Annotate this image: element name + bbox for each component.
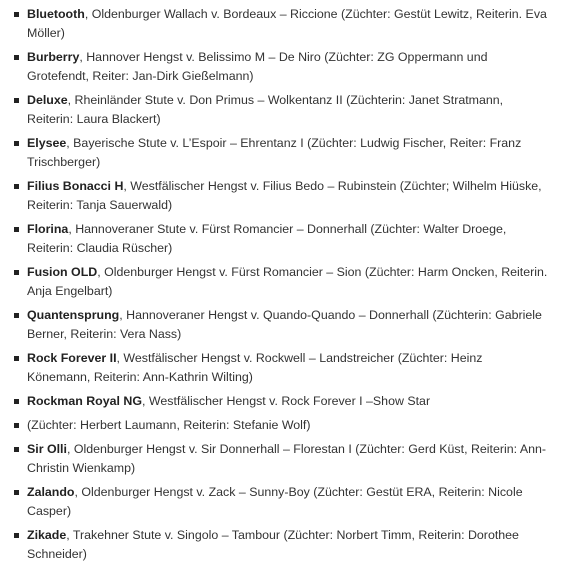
bullet-icon <box>14 356 19 361</box>
horse-name: Florina <box>27 222 69 236</box>
list-item-rock-forever-ii <box>13 349 549 387</box>
bullet-icon <box>14 399 19 404</box>
list-item-fusion-old <box>13 263 549 301</box>
list-item-rockman-royal-ng <box>13 392 549 411</box>
bullet-icon <box>14 447 19 452</box>
horse-name: Zikade <box>27 528 67 542</box>
bullet-icon <box>14 141 19 146</box>
list-item-elysee <box>13 134 549 172</box>
horse-name: Rockman Royal NG <box>27 394 142 408</box>
list-item-bluetooth <box>13 5 549 43</box>
bullet-icon <box>14 98 19 103</box>
horse-name: Rock Forever II <box>27 351 117 365</box>
horse-details: , Westfälischer Hengst v. Filius Bedo – Rubinstein (Züchter; Wilhelm Hiüske, Reiterin: Tanja Sauerwald) <box>27 179 542 212</box>
bullet-icon <box>14 227 19 232</box>
horse-name: Elysee <box>27 136 67 150</box>
list-item-zikade <box>13 526 549 564</box>
bullet-icon <box>14 184 19 189</box>
horse-details: , Hannover Hengst v. Belissimo M – De Niro (Züchter: ZG Oppermann und Grotefendt, Reiter: Jan-Dirk Gießelmann) <box>27 50 488 83</box>
horse-name: Zalando <box>27 485 75 499</box>
horse-name: Quantensprung <box>27 308 120 322</box>
list-item-deluxe <box>13 91 549 129</box>
bullet-icon <box>14 12 19 17</box>
bullet-icon <box>14 423 19 428</box>
list-item-quantensprung <box>13 306 549 344</box>
horse-details: , Trakehner Stute v. Singolo – Tambour (Züchter: Norbert Timm, Reiterin: Dorothee Schneider) <box>27 528 519 561</box>
horse-details: , Oldenburger Hengst v. Zack – Sunny-Boy (Züchter: Gestüt ERA, Reiterin: Nicole Casper) <box>27 485 523 518</box>
horse-details: , Westfälischer Hengst v. Rockwell – Landstreicher (Züchter: Heinz Könemann, Reiterin: Ann-Kathrin Wilting) <box>27 351 483 384</box>
list-item-florina <box>13 220 549 258</box>
bullet-icon <box>14 313 19 318</box>
list-item-sir-olli <box>13 440 549 478</box>
horse-name: Burberry <box>27 50 80 64</box>
list-item-breeder-note <box>13 416 549 435</box>
horse-details: , Rheinländer Stute v. Don Primus – Wolkentanz II (Züchterin: Janet Stratmann, Reiterin: Laura Blackert) <box>27 93 504 126</box>
horse-details: , Hannoveraner Hengst v. Quando-Quando – Donnerhall (Züchterin: Gabriele Berner, Reiterin: Vera Nass) <box>27 308 542 341</box>
horse-name: Sir Olli <box>27 442 67 456</box>
list-item-filius-bonacci-h <box>13 177 549 215</box>
horse-details: (Züchter: Herbert Laumann, Reiterin: Stefanie Wolf) <box>27 418 311 432</box>
horse-details: , Westfälischer Hengst v. Rock Forever I –Show Star <box>142 394 431 408</box>
horse-name: Deluxe <box>27 93 68 107</box>
horse-details: , Oldenburger Hengst v. Fürst Romancier – Sion (Züchter: Harm Oncken, Reiterin. Anja Engelbart) <box>27 265 548 298</box>
horse-name: Filius Bonacci H <box>27 179 124 193</box>
bullet-icon <box>14 270 19 275</box>
bullet-icon <box>14 533 19 538</box>
horse-details: , Oldenburger Wallach v. Bordeaux – Riccione (Züchter: Gestüt Lewitz, Reiterin. Eva Möller) <box>27 7 547 40</box>
bullet-icon <box>14 490 19 495</box>
bullet-icon <box>14 55 19 60</box>
list-item-burberry <box>13 48 549 86</box>
horse-details: , Bayerische Stute v. L’Espoir – Ehrentanz I (Züchter: Ludwig Fischer, Reiter: Franz Trischberger) <box>27 136 522 169</box>
list-item-zalando <box>13 483 549 521</box>
horse-details: , Hannoveraner Stute v. Fürst Romancier – Donnerhall (Züchter: Walter Droege, Reiterin: Claudia Rüscher) <box>27 222 507 255</box>
horse-name: Bluetooth <box>27 7 85 21</box>
horse-details: , Oldenburger Hengst v. Sir Donnerhall – Florestan I (Züchter: Gerd Küst, Reiterin: Ann-Christin Wienkamp) <box>27 442 547 475</box>
horse-name: Fusion OLD <box>27 265 98 279</box>
